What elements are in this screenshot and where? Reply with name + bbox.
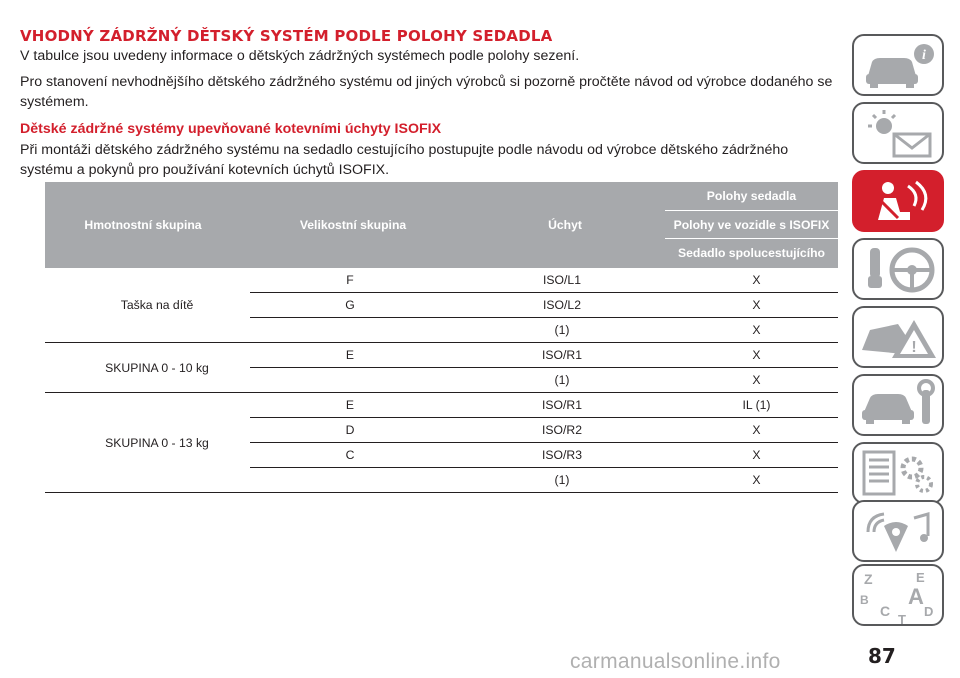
fixture-cell: ISO/R1 [542,398,582,412]
svg-text:E: E [916,570,925,585]
size-cell: E [345,398,355,412]
header-fixture: Úchyt [548,218,582,232]
table-row [250,418,838,443]
svg-text:i: i [922,48,926,63]
table-row [250,268,838,293]
intro-paragraph-3: Při montáži dětského zádržného systému na sedadlo cestujícího postupujte podle návodu od výrobce dětského zádržného systému a pokynů pro používání kotevních úchytů ISOFIX. [20,142,789,178]
passenger-cell: X [752,273,761,287]
size-cell [250,318,450,342]
header-seat-positions: Polohy sedadla [706,189,797,203]
passenger-cell: X [752,448,761,462]
intro-paragraph-1: V tabulce jsou uvedeny informace o dětských zádržných systémech podle polohy sezení. [20,48,580,64]
table-group [45,343,838,393]
header-passenger-seat: Sedadlo spolucestujícího [678,246,825,260]
table-row [250,443,838,468]
passenger-cell: X [752,473,761,487]
passenger-cell: X [752,423,761,437]
size-cell [250,468,450,492]
warning-lights-icon [854,104,942,162]
technical-data-icon [854,444,942,502]
passenger-cell: IL (1) [742,398,771,412]
passenger-cell: X [752,373,761,387]
safety-seatbelt-icon [854,172,942,230]
size-cell: D [345,423,355,437]
fixture-cell: (1) [554,473,570,487]
header-size-group: Velikostní skupina [299,218,407,232]
multimedia-icon [854,502,942,560]
watermark: carmanualsonline.info [570,650,781,673]
fixture-cell: ISO/R3 [542,448,582,462]
fixture-cell: (1) [554,323,570,337]
section-subtitle: Dětské zádržné systémy upevňované kotevními úchyty ISOFIX [20,121,442,137]
maintenance-icon [854,376,942,434]
car-info-icon [854,36,942,94]
intro-paragraph-2: Pro stanovení nevhodnějšího dětského zádržného systému od jiných výrobců si pozorně pročtěte návod od výrobce dodaného se systémem. [20,74,833,110]
group-name: SKUPINA 0 - 10 kg [105,360,209,375]
sidebar-tab-car-info[interactable] [852,34,944,96]
group-name: SKUPINA 0 - 13 kg [105,435,209,450]
sidebar-tab-warning-lights[interactable] [852,102,944,164]
table-header [45,182,838,268]
sidebar-tab-starting-driving[interactable] [852,238,944,300]
sidebar-tab-technical-data[interactable] [852,442,944,504]
sidebar-tab-emergency[interactable] [852,306,944,368]
table-row [250,318,838,342]
page-number: 87 [868,644,896,668]
sidebar-tab-maintenance[interactable] [852,374,944,436]
fixture-cell: ISO/L1 [543,273,581,287]
table-group [45,268,838,343]
table-row [250,468,838,492]
svg-text:C: C [880,603,891,619]
svg-text:!: ! [911,339,917,356]
size-cell: F [346,273,354,287]
index-icon [854,566,942,624]
page-title: VHODNÝ ZÁDRŽNÝ DĚTSKÝ SYSTÉM PODLE POLOHY SEDADLA [20,27,553,45]
svg-text:T: T [898,612,906,624]
sidebar-tab-safety[interactable] [852,170,944,232]
header-isofix-positions: Polohy ve vozidle s ISOFIX [673,218,830,232]
svg-text:A: A [908,584,924,609]
svg-text:Z: Z [864,571,873,587]
svg-text:B: B [860,593,869,607]
table-row [250,343,838,368]
passenger-cell: X [752,298,761,312]
fixture-cell: ISO/R1 [542,348,582,362]
size-cell: G [345,298,355,312]
size-cell: E [345,348,355,362]
emergency-icon [854,308,942,366]
sidebar-tab-index[interactable] [852,564,944,626]
svg-text:D: D [924,604,934,619]
passenger-cell: X [752,348,761,362]
main-content [20,28,840,180]
table-row [250,393,838,418]
fixture-cell: (1) [554,373,570,387]
table-row [250,293,838,318]
table-row [250,368,838,392]
fixture-cell: ISO/L2 [543,298,581,312]
fixture-cell: ISO/R2 [542,423,582,437]
size-cell [250,368,450,392]
table-group [45,393,838,493]
isofix-table [45,182,838,493]
sidebar-tab-multimedia[interactable] [852,500,944,562]
header-weight-group: Hmotnostní skupina [84,218,202,232]
size-cell: C [345,448,355,462]
passenger-cell: X [752,323,761,337]
group-name: Taška na dítě [120,298,194,312]
starting-driving-icon [854,240,942,298]
